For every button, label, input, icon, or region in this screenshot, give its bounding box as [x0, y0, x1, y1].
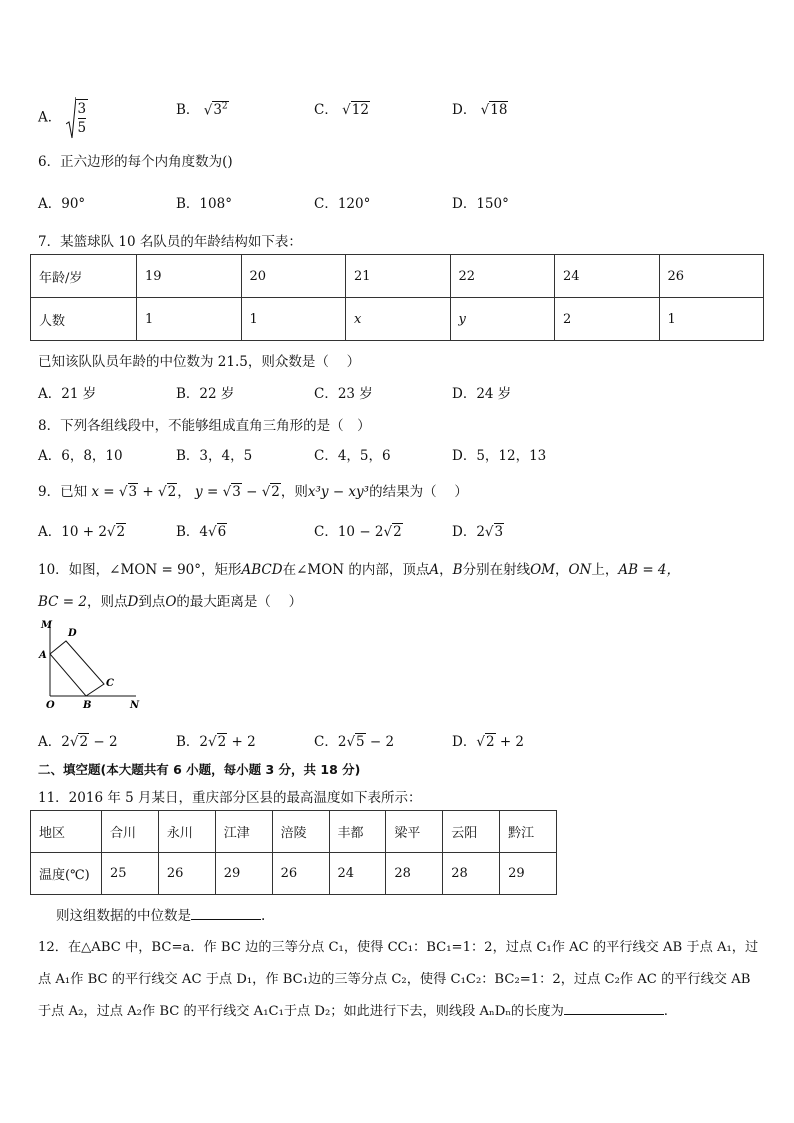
- table-cell: 26: [158, 853, 215, 895]
- q12-line1: 12．在△ABC 中，BC=a．作 BC 边的三等分点 C₁，使得 CC₁：BC₁=1：2，过点 C₁作 AC 的平行线交 AB 于点 A₁，过: [38, 940, 759, 955]
- table-cell: 江津: [215, 811, 272, 853]
- table-cell: 29: [215, 853, 272, 895]
- q5-c-sqrt: √12: [342, 102, 369, 118]
- q9-stem: 9．已知 x = √3 + √2， y = √3 − √2，则x³y − xy³的结果为（ ）: [38, 484, 468, 500]
- q9-option-d[interactable]: D．2√3: [452, 524, 504, 540]
- table-cell: 年龄/岁: [31, 255, 137, 298]
- q10-option-b[interactable]: B．2√2 + 2: [176, 734, 256, 750]
- table-row: [31, 811, 557, 853]
- q9-option-c[interactable]: C．10 − 2√2: [314, 524, 402, 540]
- label-c: C: [106, 678, 114, 689]
- table-cell: 28: [386, 853, 443, 895]
- rectangle-abcd: [50, 641, 104, 696]
- table-cell: 29: [500, 853, 557, 895]
- table-row: [31, 255, 764, 298]
- q5-option-b[interactable]: B． $√3^2$: [176, 101, 228, 118]
- q10-option-c[interactable]: C．2√5 − 2: [314, 734, 395, 750]
- table-cell: 1: [659, 298, 764, 341]
- table-cell: 24: [329, 853, 386, 895]
- q8-option-b[interactable]: B．3，4，5: [176, 448, 253, 464]
- q5-option-c[interactable]: C． √12: [314, 102, 369, 118]
- table-cell: 温度(℃): [31, 853, 102, 895]
- q5-option-a[interactable]: A． $\frac{3}{5}$: [38, 96, 88, 140]
- table-cell: 涪陵: [272, 811, 329, 853]
- q5-option-d[interactable]: D． √18: [452, 102, 508, 118]
- label-o: O: [46, 700, 55, 711]
- table-cell: 26: [272, 853, 329, 895]
- table-cell: 合川: [102, 811, 159, 853]
- table-cell: 24: [555, 255, 660, 298]
- q11-temperature-table: [30, 810, 557, 895]
- q6-option-d[interactable]: D．150°: [452, 196, 509, 212]
- q12-line2: 点 A₁作 BC 的平行线交 AC 于点 D₁，作 BC₁边的三等分点 C₂，使得 C₁C₂：BC₂=1：2，过点 C₂作 AC 的平行线交 AB: [38, 972, 751, 987]
- table-cell: 云阳: [443, 811, 500, 853]
- q10-option-d[interactable]: D．√2 + 2: [452, 734, 525, 750]
- q7-option-c[interactable]: C．23 岁: [314, 386, 373, 402]
- table-row: [31, 853, 557, 895]
- radical-sign-icon: [66, 96, 76, 140]
- table-row: [31, 298, 764, 341]
- q5-b-sqrt: $√3^2$: [203, 101, 228, 118]
- label-a: A: [39, 650, 47, 661]
- q7-condition: 已知该队队员年龄的中位数为 21.5，则众数是（ ）: [38, 354, 361, 370]
- q7-age-table: [30, 254, 764, 341]
- q5-a-sqrt-fraction: $\frac{3}{5}$: [66, 96, 89, 140]
- table-cell: 21: [346, 255, 451, 298]
- table-cell: 丰都: [329, 811, 386, 853]
- label-d: D: [68, 628, 77, 639]
- label-b: B: [83, 700, 92, 711]
- table-cell: 永川: [158, 811, 215, 853]
- table-cell: 地区: [31, 811, 102, 853]
- q10-option-a[interactable]: A．2√2 − 2: [38, 734, 118, 750]
- q7-option-a[interactable]: A．21 岁: [38, 386, 97, 402]
- table-cell: 梁平: [386, 811, 443, 853]
- q12-line3: 于点 A₂，过点 A₂作 BC 的平行线交 A₁C₁于点 D₂；如此进行下去，则线段 AₙDₙ的长度为 .: [38, 1000, 668, 1019]
- q6-stem: 6．正六边形的每个内角度数为(): [38, 154, 233, 170]
- table-cell: 28: [443, 853, 500, 895]
- table-cell: y: [450, 298, 555, 341]
- q6-option-c[interactable]: C．120°: [314, 196, 371, 212]
- table-cell: 2: [555, 298, 660, 341]
- label-m: M: [41, 620, 53, 631]
- table-cell: 22: [450, 255, 555, 298]
- q10-stem-line1: 10．如图，∠MON = 90°，矩形ABCD在∠MON 的内部，顶点A，B分别在射线OM，ON上，AB = 4，: [38, 562, 681, 578]
- q8-option-c[interactable]: C．4，5，6: [314, 448, 391, 464]
- q10-rectangle-figure: [36, 616, 146, 712]
- table-cell: 25: [102, 853, 159, 895]
- q6-option-a[interactable]: A．90°: [38, 196, 86, 212]
- q7-option-d[interactable]: D．24 岁: [452, 386, 512, 402]
- q7-option-b[interactable]: B．22 岁: [176, 386, 235, 402]
- table-cell: 26: [659, 255, 764, 298]
- q6-option-b[interactable]: B．108°: [176, 196, 232, 212]
- label-n: N: [130, 700, 140, 711]
- table-cell: 1: [241, 298, 346, 341]
- q9-option-a[interactable]: A．10 + 2√2: [38, 524, 126, 540]
- q8-option-a[interactable]: A．6，8，10: [38, 448, 123, 464]
- table-cell: 人数: [31, 298, 137, 341]
- table-cell: 20: [241, 255, 346, 298]
- q11-question: 则这组数据的中位数是 .: [56, 904, 265, 924]
- q8-stem: 8．下列各组线段中，不能够组成直角三角形的是（ ）: [38, 418, 371, 434]
- q10-stem-line2: BC = 2，则点D到点O的最大距离是（ ）: [38, 594, 303, 610]
- q11-answer-blank[interactable]: [191, 905, 261, 920]
- q7-stem: 7．某篮球队 10 名队员的年龄结构如下表：: [38, 234, 302, 250]
- q5-d-sqrt: √18: [480, 102, 508, 118]
- q11-stem: 11．2016 年 5 月某日，重庆部分区县的最高温度如下表所示：: [38, 790, 422, 806]
- q12-answer-blank[interactable]: [564, 1000, 664, 1015]
- table-cell: x: [346, 298, 451, 341]
- table-cell: 19: [137, 255, 242, 298]
- table-cell: 1: [137, 298, 242, 341]
- section-heading-fill-blank: 二、填空题(本大题共有 6 小题，每小题 3 分，共 18 分): [38, 762, 361, 777]
- table-cell: 黔江: [500, 811, 557, 853]
- q8-option-d[interactable]: D．5，12，13: [452, 448, 547, 464]
- q9-option-b[interactable]: B．4√6: [176, 524, 227, 540]
